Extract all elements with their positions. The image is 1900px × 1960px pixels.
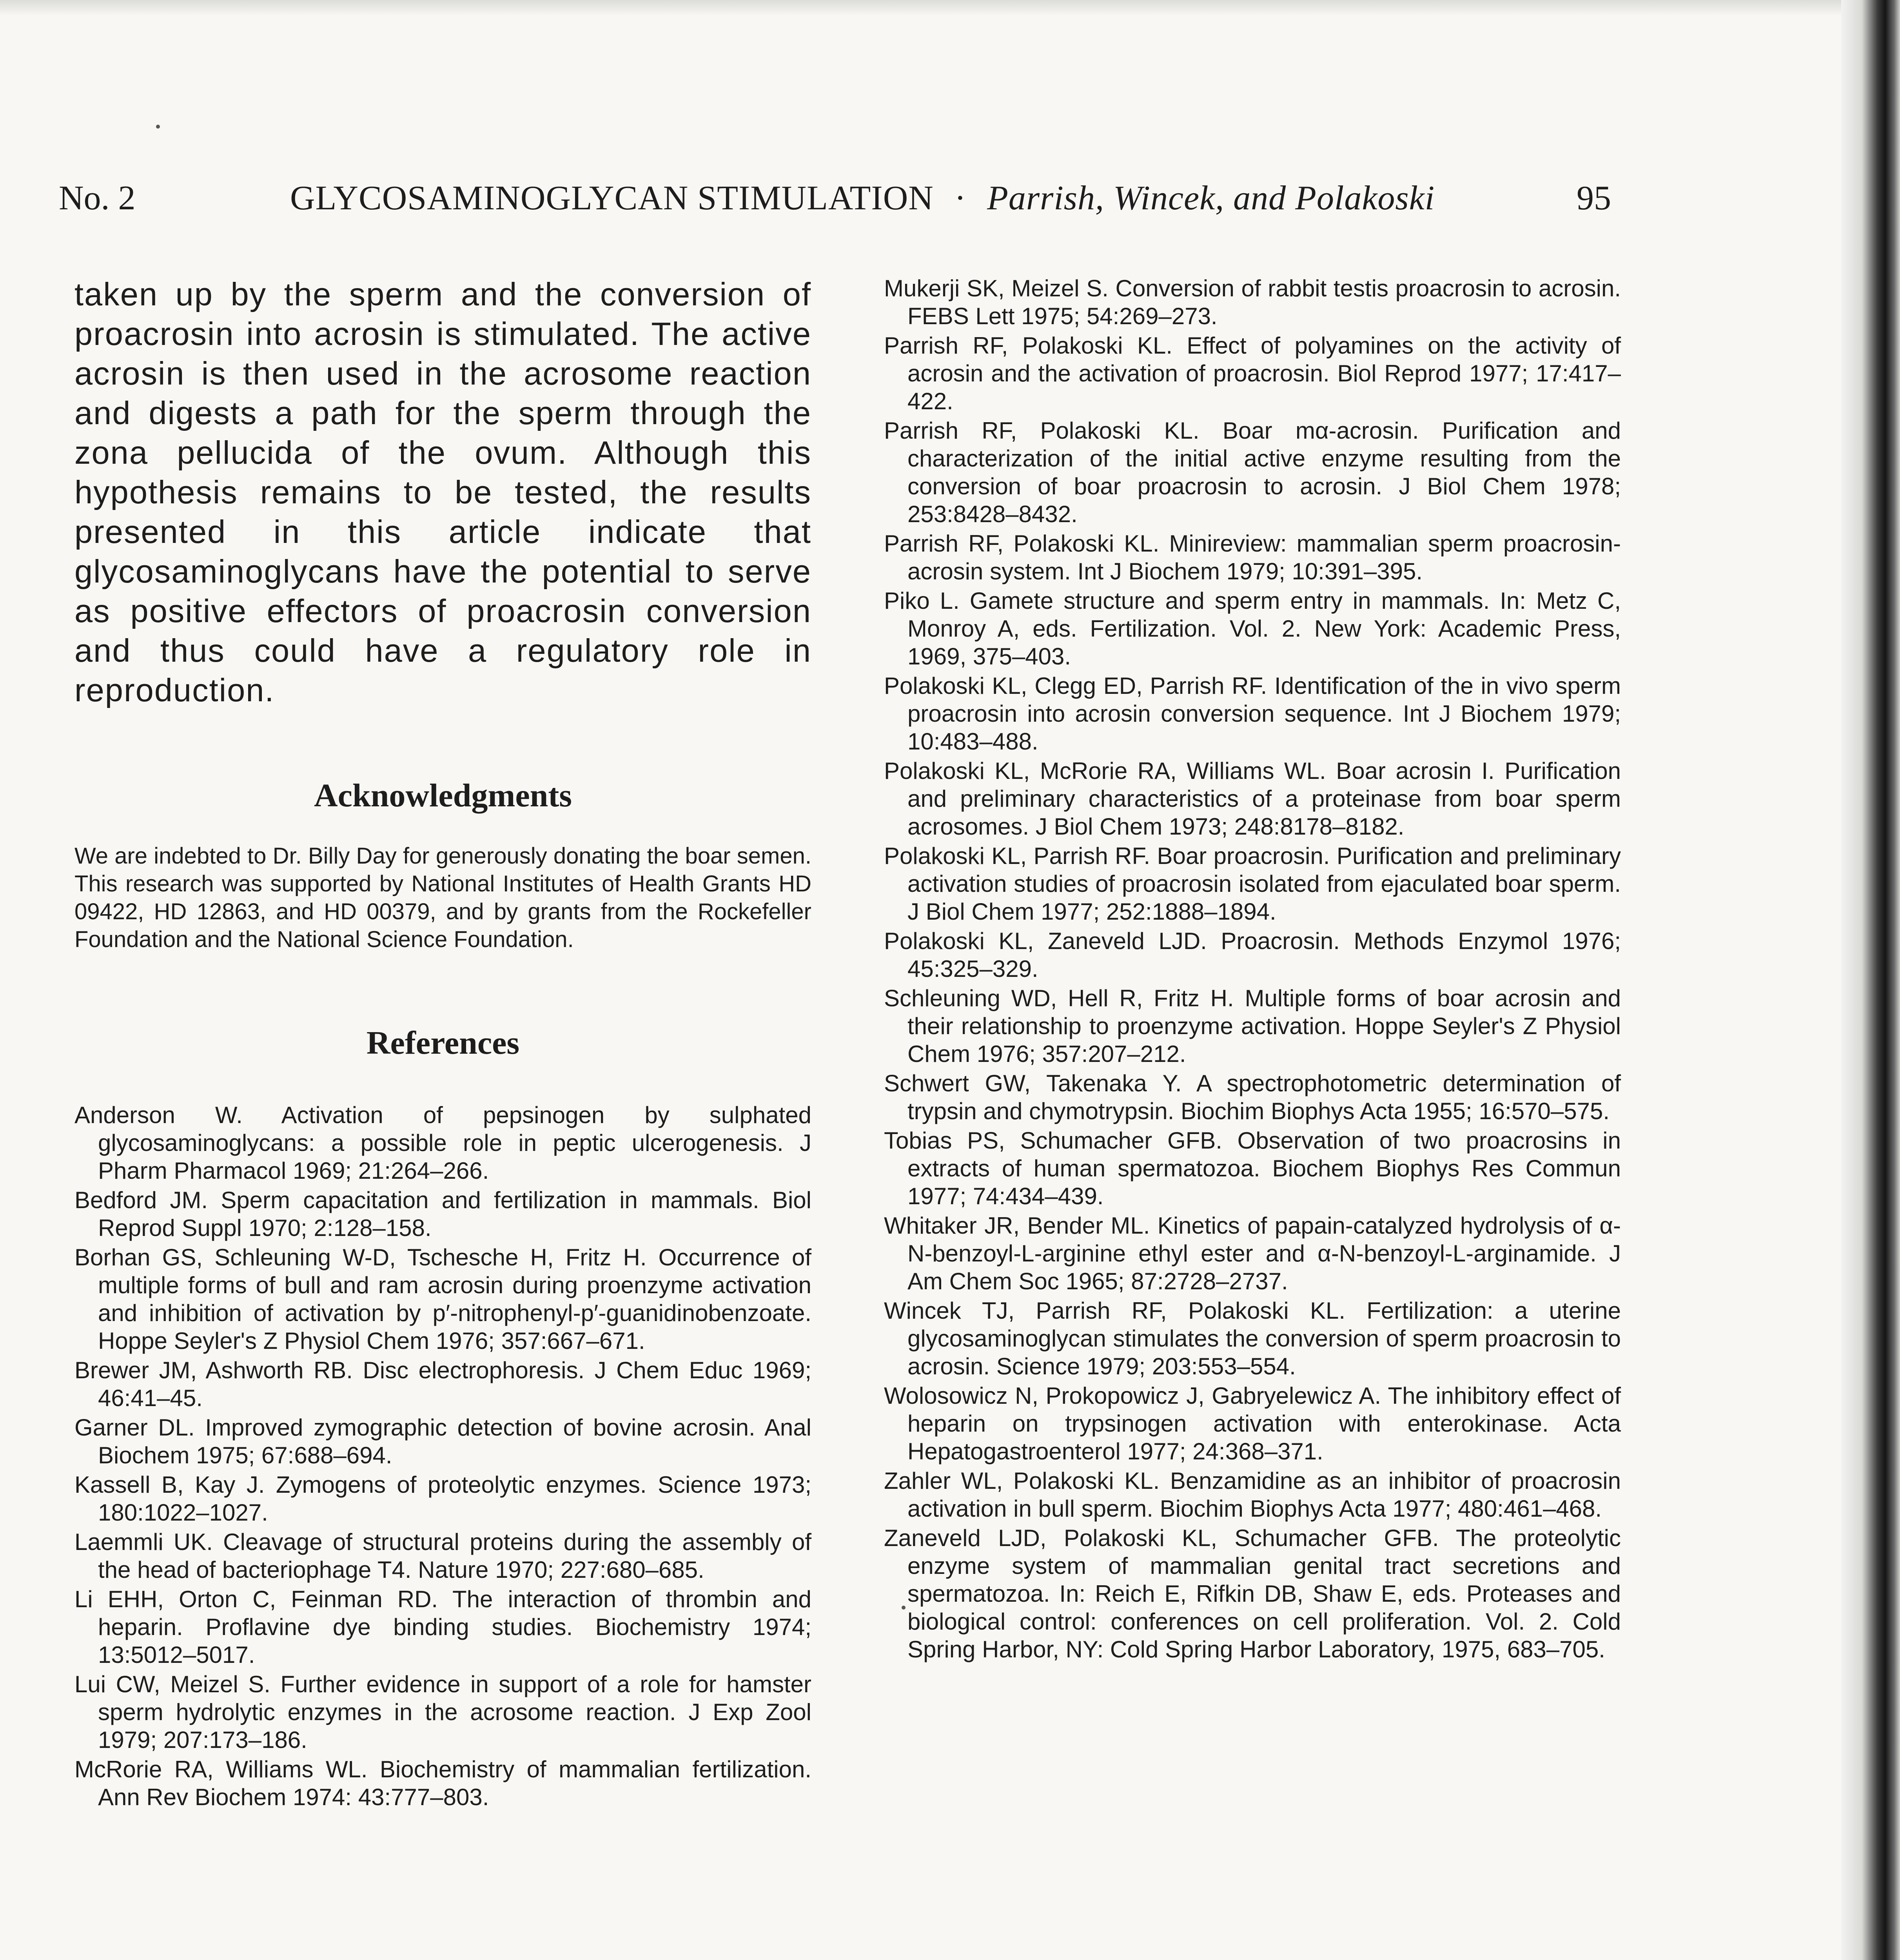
binding-edge: [1841, 0, 1900, 1960]
issue-number: No. 2: [59, 179, 136, 217]
reference-item: Zahler WL, Polakoski KL. Benzamidine as an inhibitor of proacrosin activation in bull sperm. Biochim Biophys Acta 1977; 480:461–468.: [884, 1468, 1621, 1522]
right-column: [884, 274, 1621, 1665]
reference-item: Polakoski KL, Zaneveld LJD. Proacrosin. Methods Enzymol 1976; 45:325–329.: [884, 928, 1621, 982]
reference-item: Polakoski KL, Parrish RF. Boar proacrosin. Purification and preliminary activation studies of proacrosin isolated from ejaculated boar sperm. J Biol Chem 1977; 252:1888–1894.: [884, 843, 1621, 925]
reference-item: Schwert GW, Takenaka Y. A spectrophotometric determination of trypsin and chymotrypsin. Biochim Biophys Acta 1955; 16:570–575.: [884, 1070, 1621, 1124]
reference-item: Schleuning WD, Hell R, Fritz H. Multiple forms of boar acrosin and their relationship to proenzyme activation. Hoppe Seyler's Z Physiol Chem 1976; 357:207–212.: [884, 985, 1621, 1067]
reference-list-left: [74, 1101, 811, 1811]
reference-item: Whitaker JR, Bender ML. Kinetics of papain-catalyzed hydrolysis of α-N-benzoyl-L-arginine ethyl ester and α-N-benzoyl-L-arginamide. J Am Chem Soc 1965; 87:2728–2737.: [884, 1212, 1621, 1294]
reference-item: Parrish RF, Polakoski KL. Effect of polyamines on the activity of acrosin and the activation of proacrosin. Biol Reprod 1977; 17:417–422.: [884, 332, 1621, 414]
reference-item: Borhan GS, Schleuning W-D, Tschesche H, Fritz H. Occurrence of multiple forms of bull and ram acrosin during proenzyme activation and inhibition of activation by p′-nitrophenyl-p′-guanidinobenzoate. Hoppe Seyler's Z Physiol Chem 1976; 357:667–671.: [74, 1244, 811, 1354]
acknowledgments-text: We are indebted to Dr. Billy Day for generously donating the boar semen. This research was supported by National Institutes of Health Grants HD 09422, HD 12863, and HD 00379, and by grants from the Rockefeller Foundation and the National Science Foundation.: [74, 843, 811, 952]
reference-item: Piko L. Gamete structure and sperm entry in mammals. In: Metz C, Monroy A, eds. Fertilization. Vol. 2. New York: Academic Press, 1969, 375–403.: [884, 588, 1621, 670]
title-separator: ·: [954, 179, 967, 217]
left-column: [74, 274, 811, 1813]
running-head: [59, 178, 1611, 225]
reference-item: Kassell B, Kay J. Zymogens of proteolytic enzymes. Science 1973; 180:1022–1027.: [74, 1472, 811, 1526]
reference-item: Anderson W. Activation of pepsinogen by sulphated glycosaminoglycans: a possible role in peptic ulcerogenesis. J Pharm Pharmacol 1969; 21:264–266.: [74, 1102, 811, 1184]
running-title-line: [290, 178, 1435, 218]
reference-item: Li EHH, Orton C, Feinman RD. The interaction of thrombin and heparin. Proflavine dye binding studies. Biochemistry 1974; 13:5012–5017.: [74, 1586, 811, 1668]
reference-item: Bedford JM. Sperm capacitation and fertilization in mammals. Biol Reprod Suppl 1970; 2:128–158.: [74, 1187, 811, 1241]
reference-item: Zaneveld LJD, Polakoski KL, Schumacher GFB. The proteolytic enzyme system of mammalian genital tract secretions and spermatozoa. In: Reich E, Rifkin DB, Shaw E, eds. Proteases and biological control: conferences on cell proliferation. Vol. 2. Cold Spring Harbor, NY: Cold Spring Harbor Laboratory, 1975, 683–705.: [884, 1525, 1621, 1662]
reference-list-right: [884, 274, 1621, 1663]
reference-item: McRorie RA, Williams WL. Biochemistry of mammalian fertilization. Ann Rev Biochem 1974: 43:777–803.: [74, 1756, 811, 1810]
page-top-shadow: [0, 0, 1841, 16]
reference-item: Mukerji SK, Meizel S. Conversion of rabbit testis proacrosin to acrosin. FEBS Lett 1975; 54:269–273.: [884, 275, 1621, 329]
reference-item: Polakoski KL, Clegg ED, Parrish RF. Identification of the in vivo sperm proacrosin into acrosin conversion sequence. Int J Biochem 1979; 10:483–488.: [884, 673, 1621, 755]
acknowledgments-heading: Acknowledgments: [314, 777, 572, 814]
reference-item: Polakoski KL, McRorie RA, Williams WL. Boar acrosin I. Purification and preliminary characteristics of a proteinase from boar sperm acrosomes. J Biol Chem 1973; 248:8178–8182.: [884, 758, 1621, 840]
reference-item: Lui CW, Meizel S. Further evidence in support of a role for hamster sperm hydrolytic enzymes in the acrosome reaction. J Exp Zool 1979; 207:173–186.: [74, 1671, 811, 1753]
reference-item: Parrish RF, Polakoski KL. Boar mα-acrosin. Purification and characterization of the initial active enzyme resulting from the conversion of boar proacrosin to acrosin. J Biol Chem 1978; 253:8428–8432.: [884, 417, 1621, 527]
page-number: 95: [1577, 179, 1611, 217]
reference-item: Wincek TJ, Parrish RF, Polakoski KL. Fertilization: a uterine glycosaminoglycan stimulates the conversion of sperm proacrosin to acrosin. Science 1979; 203:553–554.: [884, 1298, 1621, 1379]
body-paragraph: taken up by the sperm and the conversion of proacrosin into acrosin is stimulated. The active acrosin is then used in the acrosome reaction and digests a path for the sperm through the zona pellucida of the ovum. Although this hypothesis remains to be tested, the results presented in this article indicate that glycosaminoglycans have the potential to serve as positive effectors of proacrosin conversion and thus could have a regulatory role in reproduction.: [74, 276, 811, 708]
references-heading: References: [366, 1025, 520, 1061]
running-title: GLYCOSAMINOGLYCAN STIMULATION: [290, 179, 934, 217]
running-authors: Parrish, Wincek, and Polakoski: [987, 179, 1435, 217]
reference-item: Wolosowicz N, Prokopowicz J, Gabryelewicz A. The inhibitory effect of heparin on trypsinogen activation with enterokinase. Acta Hepatogastroenterol 1977; 24:368–371.: [884, 1383, 1621, 1465]
speck-mark: [156, 125, 160, 129]
reference-item: Brewer JM, Ashworth RB. Disc electrophoresis. J Chem Educ 1969; 46:41–45.: [74, 1357, 811, 1411]
reference-item: Garner DL. Improved zymographic detection of bovine acrosin. Anal Biochem 1975; 67:688–694.: [74, 1414, 811, 1468]
reference-item: Tobias PS, Schumacher GFB. Observation of two proacrosins in extracts of human spermatozoa. Biochem Biophys Res Commun 1977; 74:434–439.: [884, 1127, 1621, 1209]
reference-item: Parrish RF, Polakoski KL. Minireview: mammalian sperm proacrosin-acrosin system. Int J Biochem 1979; 10:391–395.: [884, 530, 1621, 584]
reference-item: Laemmli UK. Cleavage of structural proteins during the assembly of the head of bacteriophage T4. Nature 1970; 227:680–685.: [74, 1529, 811, 1583]
